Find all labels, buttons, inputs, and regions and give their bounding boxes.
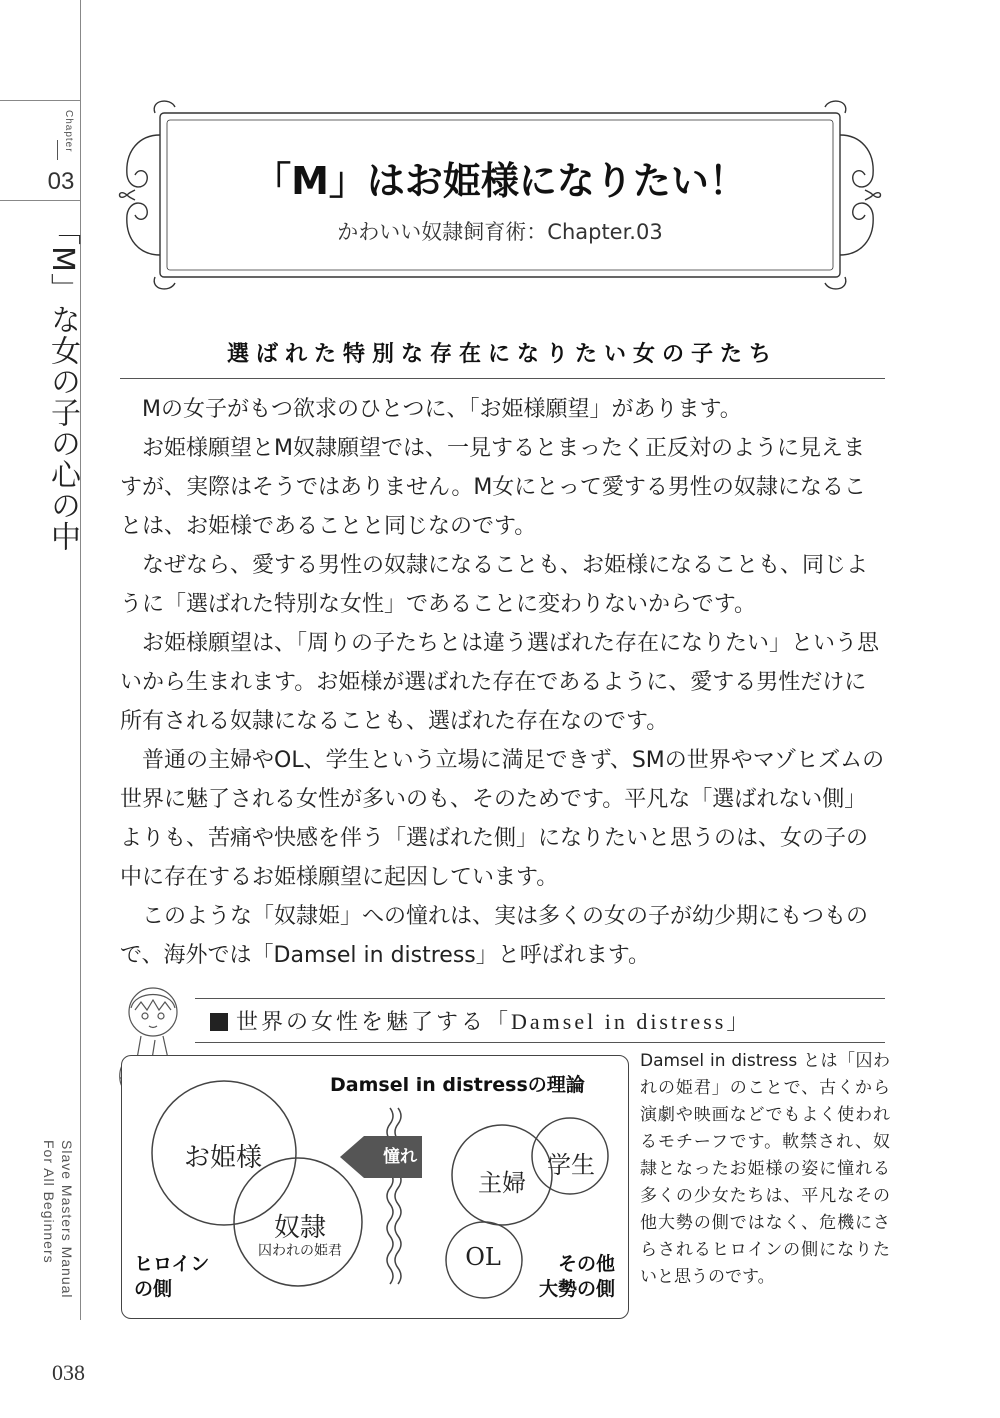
paragraph: 普通の主婦やOL、学生という立場に満足できず、SMの世界やマゾヒズムの世界に魅了される女性が多いのも、そのためです。平凡な「選ばれない側」よりも、苦痛や快感を伴う「選ばれた側」になりたいと思うのは、女の子の中に存在するお姫様願望に起因しています。 [120, 748, 885, 890]
circle-princess-label: お姫様 [183, 1143, 262, 1173]
square-bullet-icon [210, 1013, 228, 1031]
arrow-label: 憧れ [383, 1147, 417, 1167]
chapter-label: Chapter [63, 110, 74, 153]
diagram-title: Damsel in distressの理論 [330, 1074, 585, 1096]
body-text [120, 390, 885, 975]
box-rule-bottom [195, 1042, 885, 1043]
series-title [40, 1140, 76, 1299]
box-note: Damsel in distress とは「囚われの姫君」のことで、古くから演劇や映画などでもよく使われるモチーフです。軟禁され、奴隷となったお姫様の姿に憧れる多くの少女たちは、平凡なその他大勢の側ではなく、危機にさらされるヒロインの側になりたいと思うのです。 [640, 1051, 890, 1287]
others-side-label: その他 大勢の側 [538, 1253, 615, 1300]
section-heading: 選ばれた特別な存在になりたい女の子たち [226, 342, 778, 367]
paragraph: なぜなら、愛する男性の奴隷になることも、お姫様になることも、同じように「選ばれた特別な女性」であることに変わりないからです。 [120, 553, 869, 617]
chapter-section-title: 「M」な女の子の心の中 [45, 215, 80, 552]
box-heading [210, 1005, 751, 1036]
circle-ol-label: OL [465, 1243, 501, 1271]
paragraph: このような「奴隷姫」への憧れは、実は多くの女の子が幼少期にもつもので、海外では「Damsel in distress」と呼ばれます。 [120, 904, 869, 968]
margin-line [80, 0, 81, 1320]
circle-slave-label: 奴隷 [273, 1213, 326, 1243]
chapter-rule-top [0, 100, 81, 101]
section-rule [120, 378, 885, 379]
series-title-line2: For All Beginners [41, 1140, 57, 1264]
paragraph: Mの女子がもつ欲求のひとつに、「お姫様願望」があります。 [142, 397, 742, 422]
circle-housewife-label: 主婦 [478, 1169, 526, 1197]
page-number: 038 [52, 1360, 85, 1385]
paragraph: お姫様願望は、「周りの子たちとは違う選ばれた存在になりたい」という思いから生まれます。お姫様が選ばれた存在であるように、愛する男性だけに所有される奴隷になることも、選ばれた存在なのです。 [120, 631, 880, 734]
circle-slave-sublabel: 囚われの姫君 [258, 1243, 342, 1259]
chapter-rule-bottom [0, 200, 81, 201]
page-subtitle: かわいい奴隷飼育術：Chapter.03 [337, 220, 663, 244]
page-title: 「M」はお姫様になりたい！ [253, 159, 747, 203]
chapter-divider [57, 140, 58, 160]
heroine-side-label: ヒロイン の側 [134, 1253, 210, 1300]
chapter-number: 03 [47, 168, 75, 195]
box-rule-top [195, 998, 885, 999]
paragraph: お姫様願望とM奴隷願望では、一見するとまったく正反対のように見えますが、実際はそうではありません。M女にとって愛する男性の奴隷になることは、お姫様であることと同じなのです。 [120, 436, 866, 539]
series-title-line1: Slave Masters Manual [59, 1140, 75, 1299]
circle-student-label: 学生 [547, 1151, 595, 1179]
box-heading-text: 世界の女性を魅了する「Damsel in distress」 [236, 1009, 752, 1034]
